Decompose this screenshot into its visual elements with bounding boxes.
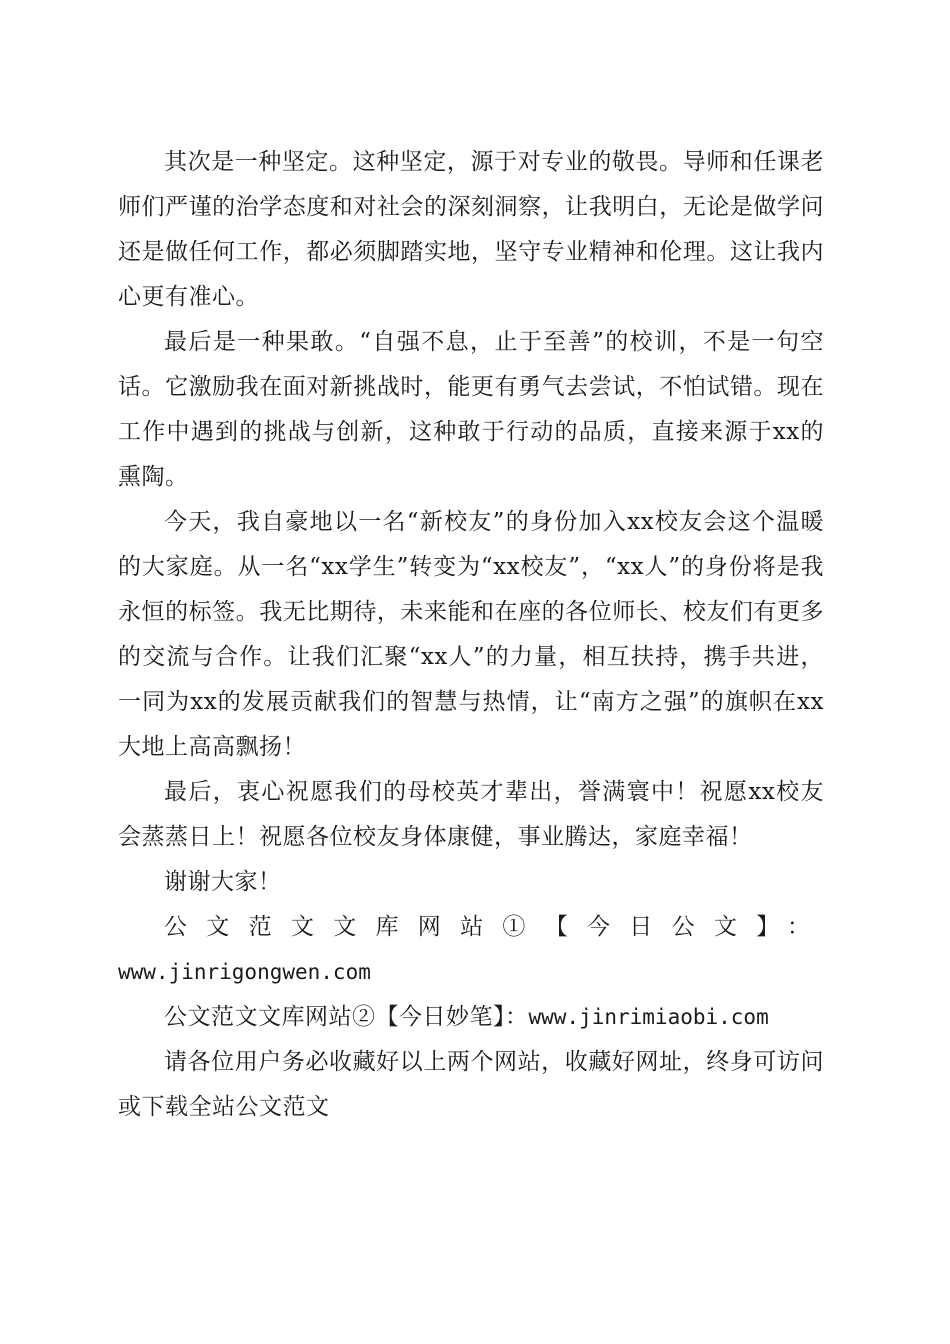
notice-paragraph: 请各位用户务必收藏好以上两个网站，收藏好网址，终身可访问或下载全站公文范文 [118, 1049, 824, 1120]
site-1-line [118, 905, 824, 950]
site-1-label: 公文范文文库网站①【今日公文】： [164, 914, 824, 940]
site-2-line [118, 995, 824, 1040]
paragraph-alumni: 今天，我自豪地以一名“新校友”的身份加入xx校友会这个温暖的大家庭。从一名“xx学生”转变为“xx校友”，“xx人”的身份将是我永恒的标签。我无比期待，未来能和在座的各位师长、校友们有更多的交流与合作。让我们汇聚“xx人”的力量，相互扶持，携手共进，一同为xx的发展贡献我们的智慧与热情，让“南方之强”的旗帜在xx大地上高高飘扬！ [118, 509, 824, 760]
site-2-url[interactable]: www.jinrimiaobi.com [528, 1005, 769, 1029]
site-1-url-line [118, 950, 824, 995]
site-2-label: 公文范文文库网站②【今日妙笔】： [164, 1004, 529, 1030]
paragraph-thanks: 谢谢大家！ [164, 869, 282, 895]
paragraph-courage: 最后是一种果敢。“自强不息，止于至善”的校训，不是一句空话。它激励我在面对新挑战时，能更有勇气去尝试，不怕试错。现在工作中遇到的挑战与创新，这种敢于行动的品质，直接来源于xx的熏陶。 [118, 329, 824, 490]
paragraph-wishes: 最后，衷心祝愿我们的母校英才辈出，誉满寰中！祝愿xx校友会蒸蒸日上！祝愿各位校友身体康健，事业腾达，家庭幸福！ [118, 779, 824, 850]
site-1-url[interactable]: www.jinrigongwen.com [118, 960, 371, 984]
document-page [118, 140, 824, 1130]
paragraph-firmness: 其次是一种坚定。这种坚定，源于对专业的敬畏。导师和任课老师们严谨的治学态度和对社会的深刻洞察，让我明白，无论是做学问还是做任何工作，都必须脚踏实地，坚守专业精神和伦理。这让我内心更有准心。 [118, 149, 824, 310]
